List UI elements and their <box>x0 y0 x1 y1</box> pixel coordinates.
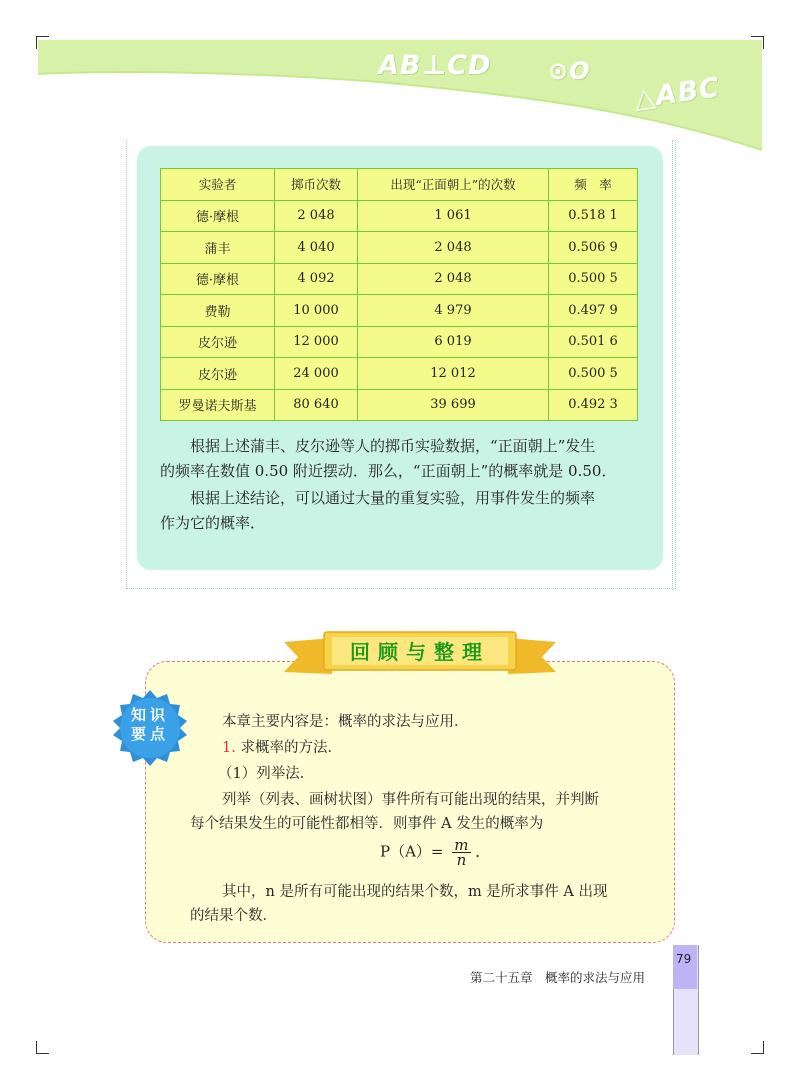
table-header: 掷币次数 <box>275 169 358 201</box>
table-cell: 德·摩根 <box>161 263 275 295</box>
chapter-footer: 第二十五章 概率的求法与应用 <box>470 970 646 985</box>
crop-mark <box>36 1041 49 1054</box>
coin-toss-table <box>160 168 638 421</box>
header-decoration: ⊙O <box>548 57 591 85</box>
experiment-paragraph-2-line-2: 作为它的概率． <box>160 514 266 532</box>
table-cell: 皮尔逊 <box>161 326 275 358</box>
table-cell: 39 699 <box>358 389 549 421</box>
review-explanation-line-2: 的结果个数． <box>190 908 277 924</box>
table-cell: 4 092 <box>275 263 358 295</box>
review-description-line-1: 列举（列表、画树状图）事件所有可能出现的结果，并判断 <box>222 792 599 808</box>
header-decoration: AB⊥CD <box>378 50 492 81</box>
item-number: 1. <box>222 740 236 756</box>
table-cell: 2 048 <box>358 232 549 264</box>
table-cell: 0.497 9 <box>549 295 638 327</box>
knowledge-badge-label: 知识 要点 <box>130 706 169 743</box>
review-subitem-1: （1）列举法． <box>218 766 315 782</box>
table-cell: 德·摩根 <box>161 200 275 232</box>
table-cell: 4 040 <box>275 232 358 264</box>
table-row <box>161 295 638 327</box>
probability-formula: P（A）= $\frac{m}{n}$ ． <box>380 836 491 869</box>
table-cell: 6 019 <box>358 326 549 358</box>
table-cell: 0.501 6 <box>549 326 638 358</box>
review-banner-title: 回顾与整理 <box>350 640 490 664</box>
table-row <box>161 326 638 358</box>
table-cell: 皮尔逊 <box>161 358 275 390</box>
table-row <box>161 358 638 390</box>
table-cell: 罗曼诺夫斯基 <box>161 389 275 421</box>
table-cell: 0.492 3 <box>549 389 638 421</box>
table-cell: 1 061 <box>358 200 549 232</box>
table-cell: 0.518 1 <box>549 200 638 232</box>
experiment-paragraph-1-line-1: 根据上述蒲丰、皮尔逊等人的掷币实验数据，“正面朝上”发生 <box>190 437 596 455</box>
fraction: $\frac{m}{n}$ <box>454 836 469 869</box>
table-cell: 0.506 9 <box>549 232 638 264</box>
table-row <box>161 200 638 232</box>
table-row <box>161 263 638 295</box>
table-header: 实验者 <box>161 169 275 201</box>
header-decoration: △ABC <box>632 72 722 115</box>
review-description-line-2: 每个结果发生的可能性都相等．则事件 A 发生的概率为 <box>190 816 544 832</box>
review-item-1 <box>222 737 342 759</box>
table-row <box>161 389 638 421</box>
table-cell: 12 012 <box>358 358 549 390</box>
table-cell: 0.500 5 <box>549 358 638 390</box>
experiment-paragraph-2-line-1: 根据上述结论，可以通过大量的重复实验，用事件发生的频率 <box>190 489 596 507</box>
table-cell: 费勒 <box>161 295 275 327</box>
table-cell: 2 048 <box>358 263 549 295</box>
table-header: 出现“正面朝上”的次数 <box>358 169 549 201</box>
table-cell: 10 000 <box>275 295 358 327</box>
table-cell: 24 000 <box>275 358 358 390</box>
table-header: 频 率 <box>549 169 638 201</box>
table-cell: 4 979 <box>358 295 549 327</box>
review-explanation-line-1: 其中，n 是所有可能出现的结果个数，m 是所求事件 A 出现 <box>222 884 608 900</box>
table-header-row <box>161 169 638 201</box>
item-text: 求概率的方法． <box>240 740 342 756</box>
review-intro: 本章主要内容是：概率的求法与应用． <box>222 714 469 730</box>
page-number: 79 <box>676 952 692 966</box>
crop-mark <box>751 1041 764 1054</box>
table-cell: 2 048 <box>275 200 358 232</box>
table-cell: 蒲丰 <box>161 232 275 264</box>
table-cell: 12 000 <box>275 326 358 358</box>
table-cell: 0.500 5 <box>549 263 638 295</box>
table-cell: 80 640 <box>275 389 358 421</box>
table-row <box>161 232 638 264</box>
experiment-paragraph-1-line-2: 的频率在数值 0.50 附近摆动．那么，“正面朝上”的概率就是 0.50． <box>160 462 617 480</box>
